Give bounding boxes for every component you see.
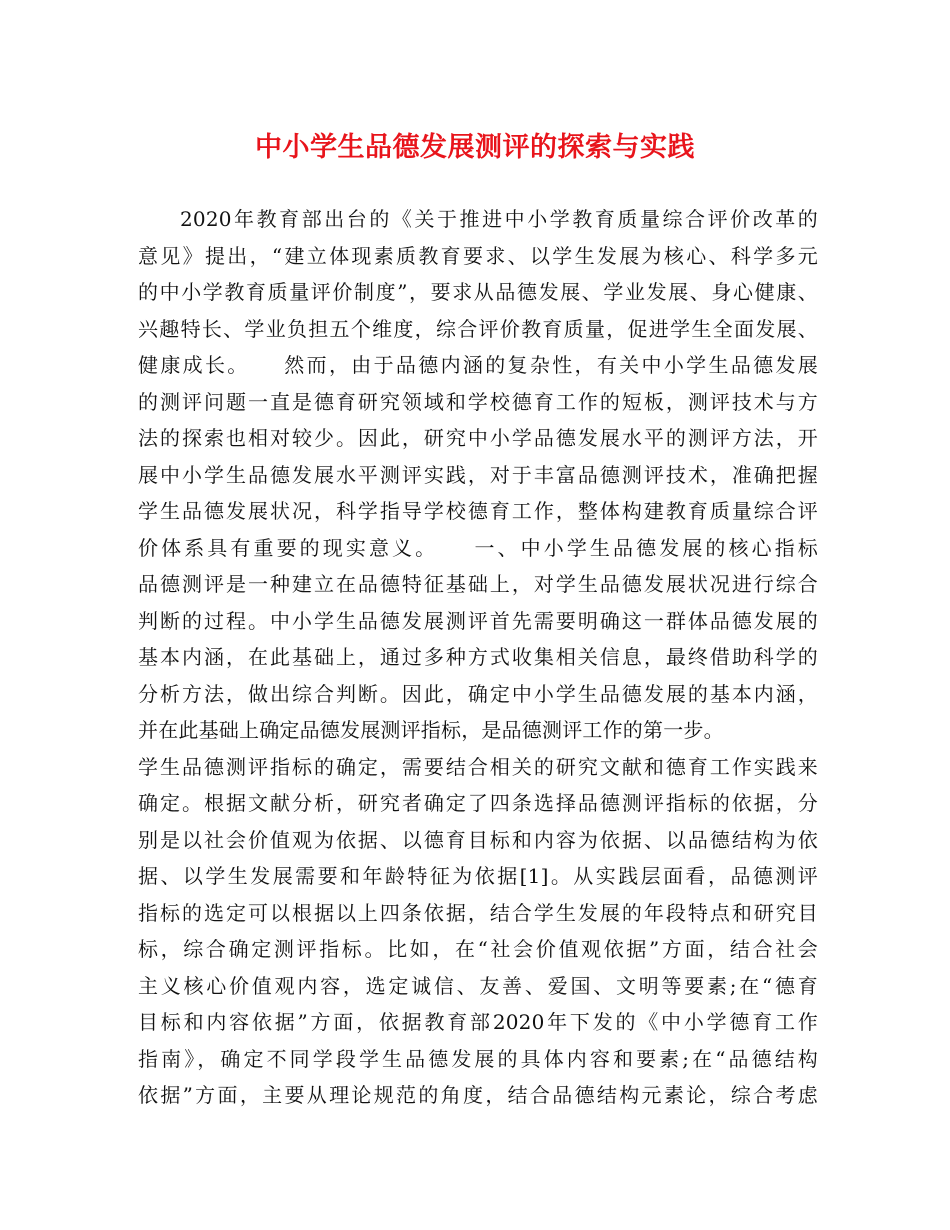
body-line: 主义核心价值观内容，选定诚信、友善、爱国、文明等要素;在“德育 <box>138 973 818 998</box>
body-line: 判断的过程。中小学生品德发展测评首先需要明确这一群体品德发展的 <box>138 608 818 633</box>
body-line: 基本内涵，在此基础上，通过多种方式收集相关信息，最终借助科学的 <box>138 645 818 669</box>
body-line: 2020年教育部出台的《关于推进中小学教育质量综合评价改革的 <box>180 207 818 231</box>
body-line: 学生品德测评指标的确定，需要结合相关的研究文献和德育工作实践来 <box>138 754 818 779</box>
body-line: 标，综合确定测评指标。比如，在“社会价值观依据”方面，结合社会 <box>138 937 818 961</box>
body-line: 据、以学生发展需要和年龄特征为依据[1]。从实践层面看，品德测评 <box>138 864 818 888</box>
body-line: 品德测评是一种建立在品德特征基础上，对学生品德发展状况进行综合 <box>138 572 818 596</box>
body-line: 健康成长。 然而，由于品德内涵的复杂性，有关中小学生品德发展 <box>138 353 818 377</box>
body-line: 分析方法，做出综合判断。因此，确定中小学生品德发展的基本内涵， <box>138 681 818 706</box>
body-line: 展中小学生品德发展水平测评实践，对于丰富品德测评技术，准确把握 <box>138 462 818 487</box>
body-line: 别是以社会价值观为依据、以德育目标和内容为依据、以品德结构为依 <box>138 827 818 852</box>
document-title: 中小学生品德发展测评的探索与实践 <box>255 132 695 163</box>
body-line: 法的探索也相对较少。因此，研究中小学品德发展水平的测评方法，开 <box>138 426 818 450</box>
body-line: 确定。根据文献分析，研究者确定了四条选择品德测评指标的依据，分 <box>138 791 818 815</box>
body-line: 意见》提出，“建立体现素质教育要求、以学生发展为核心、科学多元 <box>138 243 818 268</box>
body-line: 目标和内容依据”方面，依据教育部2020年下发的《中小学德育工作 <box>138 1010 818 1034</box>
body-line: 的中小学教育质量评价制度”，要求从品德发展、学业发展、身心健康、 <box>138 280 818 304</box>
body-line: 学生品德发展状况，科学指导学校德育工作，整体构建教育质量综合评 <box>138 499 818 523</box>
body-line: 兴趣特长、学业负担五个维度，综合评价教育质量，促进学生全面发展、 <box>138 316 818 341</box>
body-line: 的测评问题一直是德育研究领域和学校德育工作的短板，测评技术与方 <box>138 389 818 414</box>
body-line: 依据”方面，主要从理论规范的角度，结合品德结构元素论，综合考虑 <box>138 1083 818 1107</box>
document-body <box>138 201 818 1114</box>
body-line: 价体系具有重要的现实意义。 一、中小学生品德发展的核心指标 <box>138 535 818 560</box>
body-line: 并在此基础上确定品德发展测评指标，是品德测评工作的第一步。 <box>138 718 724 742</box>
body-line: 指标的选定可以根据以上四条依据，结合学生发展的年段特点和研究目 <box>138 900 818 925</box>
body-line: 指南》，确定不同学段学生品德发展的具体内容和要素;在“品德结构 <box>138 1046 818 1071</box>
